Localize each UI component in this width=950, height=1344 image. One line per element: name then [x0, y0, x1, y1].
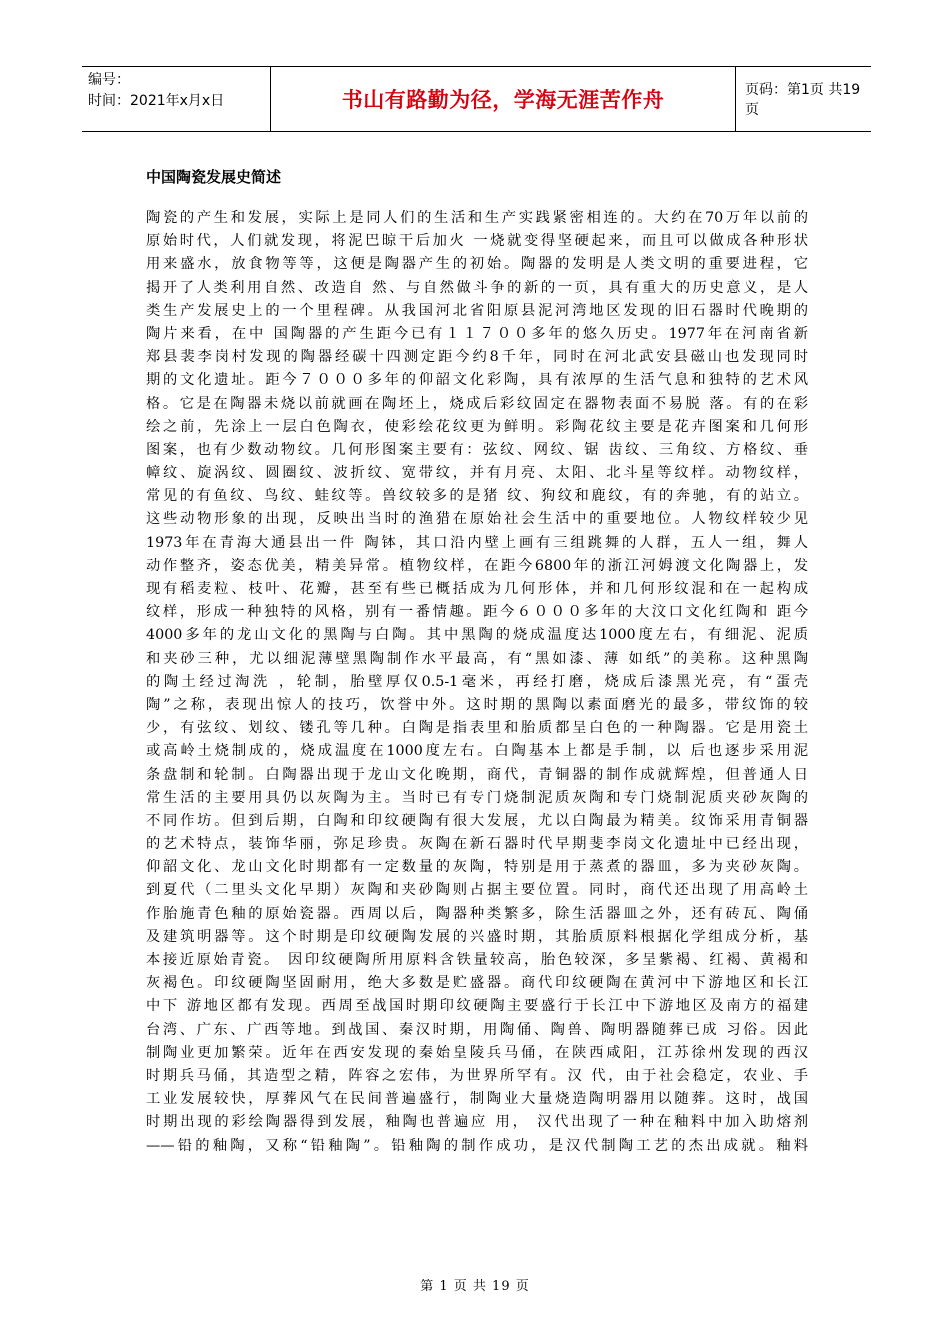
document-title: 中国陶瓷发展史简述 — [146, 168, 282, 186]
body-line: 揭开了人类利用自然、改造自 然、与自然做斗争的新的一页，具有重大的历史意义，是人 — [146, 279, 808, 296]
body-line: 幛纹、旋涡纹、圆圈纹、波折纹、宽带纹，并有月亮、太阳、北斗星等纹样。动物纹样， — [146, 465, 808, 482]
body-line: 格。它是在陶器未烧以前就画在陶坯上，烧成后彩纹固定在器物表面不易脱 落。有的在彩 — [146, 395, 808, 412]
body-line: 灰褐色。印纹硬陶坚固耐用，绝大多数是贮盛器。商代印纹硬陶在黄河中下游地区和长江 — [146, 975, 808, 992]
body-line: 时期兵马俑，其造型之精，阵容之宏伟，为世界所罕有。汉 代，由于社会稳定，农业、手 — [146, 1067, 808, 1084]
body-line: 到夏代（二里头文化早期）灰陶和夹砂陶则占据主要位置。同时，商代还出现了用高岭土 — [146, 882, 808, 899]
body-line: 常见的有鱼纹、鸟纹、蛙纹等。兽纹较多的是猪 纹、狗纹和鹿纹，有的奔驰，有的站立。 — [146, 488, 808, 505]
body-line: 工业发展较快，厚葬风气在民间普遍盛行，制陶业大量烧造陶明器用以随葬。这时，战国 — [146, 1091, 808, 1108]
body-line: 和夹砂三种，尤以细泥薄壁黑陶制作水平最高，有“黑如漆、薄 如纸”的美称。这种黑陶 — [146, 650, 808, 667]
body-line: 或高岭土烧制成的，烧成温度在1000度左右。白陶基本上都是手制，以 后也逐步采用泥 — [146, 743, 808, 760]
body-line: 常生活的主要用具仍以灰陶为主。当时已有专门烧制泥质灰陶和专门烧制泥质夹砂灰陶的 — [146, 789, 808, 806]
body-line: 纹样，形成一种独特的风格，别有一番情趣。距今６０００多年的大汶口文化红陶和 距今 — [146, 604, 808, 621]
header-meta — [82, 67, 271, 131]
body-line: 陶片来看，在中 国陶器的产生距今已有１１７００多年的悠久历史。1977年在河南省新 — [146, 325, 808, 342]
body-line: 期的文化遗址。距今７０００多年的仰韶文化彩陶，具有浓厚的生活气息和独特的艺术风 — [146, 372, 808, 389]
body-line: 本接近原始青瓷。 因印纹硬陶所用原料含铁量较高，胎色较深，多呈紫褐、红褐、黄褐和 — [146, 952, 808, 968]
body-line: 条盘制和轮制。白陶器出现于龙山文化晚期，商代，青铜器的制作成就辉煌，但普通人日 — [146, 766, 808, 783]
body-line: 陶瓷的产生和发展，实际上是同人们的生活和生产实践紧密相连的。大约在70万年以前的 — [146, 210, 808, 226]
header-motto: 书山有路勤为径，学海无涯苦作舟 — [341, 88, 665, 112]
body-line: 原始时代，人们就发现，将泥巴晾干后加火 一烧就变得坚硬起来，而且可以做成各种形状 — [146, 233, 808, 250]
body-line: 动作整齐，姿态优美，精美异常。植物纹样，在距今6800年的浙江河姆渡文化陶器上，发 — [146, 557, 808, 574]
body-line: 的陶土经过淘洗 ，轮制，胎壁厚仅0.5-1毫米，再经打磨，烧成后漆黑光亮，有“蛋壳 — [146, 673, 808, 690]
body-line: 的艺术特点，装饰华丽，弥足珍贵。灰陶在新石器时代早期斐李岗文化遗址中已经出现， — [146, 836, 808, 853]
header-page-info-cell — [735, 67, 871, 131]
body-line: 绘之前，先涂上一层白色陶衣，使彩绘花纹更为鲜明。彩陶花纹主要是花卉图案和几何形 — [146, 418, 808, 435]
body-line: 时期出现的彩绘陶器得到发展，釉陶也普遍应 用， 汉代出现了一种在釉料中加入助熔剂 — [146, 1114, 808, 1131]
document-number-label: 编号： — [88, 72, 130, 88]
body-line: 及建筑明器等。这个时期是印纹硬陶发展的兴盛时期，其胎质原料根据化学组成分析，基 — [146, 928, 808, 945]
body-line: 这些动物形象的出现，反映出当时的渔猎在原始社会生活中的重要地位。人物纹样较少见 — [146, 511, 808, 528]
body-line: 作胎施青色釉的原始瓷器。西周以后，陶器种类繁多，除生活器皿之外，还有砖瓦、陶俑 — [146, 905, 808, 922]
body-line: 类生产发展史上的一个里程碑。从我国河北省阳原县泥河湾地区发现的旧石器时代晚期的 — [146, 302, 808, 319]
body-line: 1973年在青海大通县出一件 陶钵，其口沿内壁上画有三组跳舞的人群，五人一组，舞人 — [146, 534, 808, 551]
body-line: 制陶业更加繁荣。近年在西安发现的秦始皇陵兵马俑，在陕西咸阳，江苏徐州发现的西汉 — [146, 1044, 808, 1061]
body-line: 台湾、广东、广西等地。到战国、秦汉时期，用陶俑、陶兽、陶明器随葬已成 习俗。因此 — [146, 1021, 808, 1038]
body-line: 少，有弦纹、划纹、镂孔等几种。白陶是指表里和胎质都呈白色的一种陶器。它是用瓷土 — [146, 720, 808, 737]
body-line: 郑县裴李岗村发现的陶器经碳十四测定距今约8千年，同时在河北武安县磁山也发现同时 — [146, 349, 808, 366]
document-time-label: 时间：2021年x月x日 — [88, 93, 225, 109]
page-header — [82, 66, 871, 132]
document-body — [146, 207, 808, 1158]
page-footer: 第 1 页 共 19 页 — [420, 1279, 530, 1294]
body-line: 仰韶文化、龙山文化时期都有一定数量的灰陶，特别是用于蒸煮的器皿，多为夹砂灰陶。 — [146, 859, 808, 876]
body-line: 不同作坊。但到后期，白陶和印纹硬陶有很大发展，尤以白陶最为精美。纹饰采用青铜器 — [146, 812, 808, 829]
body-line: 现有稻麦粒、枝叶、花瓣，甚至有些已概括成为几何形体，并和几何形纹混和在一起构成 — [146, 581, 808, 597]
body-line: 用来盛水，放食物等等，这便是陶器产生的初始。陶器的发明是人类文明的重要进程，它 — [146, 256, 808, 273]
body-line: 图案，也有少数动物纹。几何形图案主要有：弦纹、网纹、锯 齿纹、三角纹、方格纹、垂 — [146, 441, 808, 458]
body-line: 陶”之称，表现出惊人的技巧，饮誉中外。这时期的黑陶以素面磨光的最多，带纹饰的较 — [146, 696, 808, 713]
body-line: ——铅的釉陶，又称“铅釉陶”。铅釉陶的制作成功，是汉代制陶工艺的杰出成就。釉料 — [146, 1137, 808, 1154]
header-page-info: 页码：第1页 共19页 — [745, 82, 861, 118]
body-line: 中下 游地区都有发现。西周至战国时期印纹硬陶主要盛行于长江中下游地区及南方的福建 — [146, 998, 808, 1015]
header-motto-cell — [271, 67, 736, 131]
body-line: 4000多年的龙山文化的黑陶与白陶。其中黑陶的烧成温度达1000度左右，有细泥、泥质 — [146, 627, 808, 644]
